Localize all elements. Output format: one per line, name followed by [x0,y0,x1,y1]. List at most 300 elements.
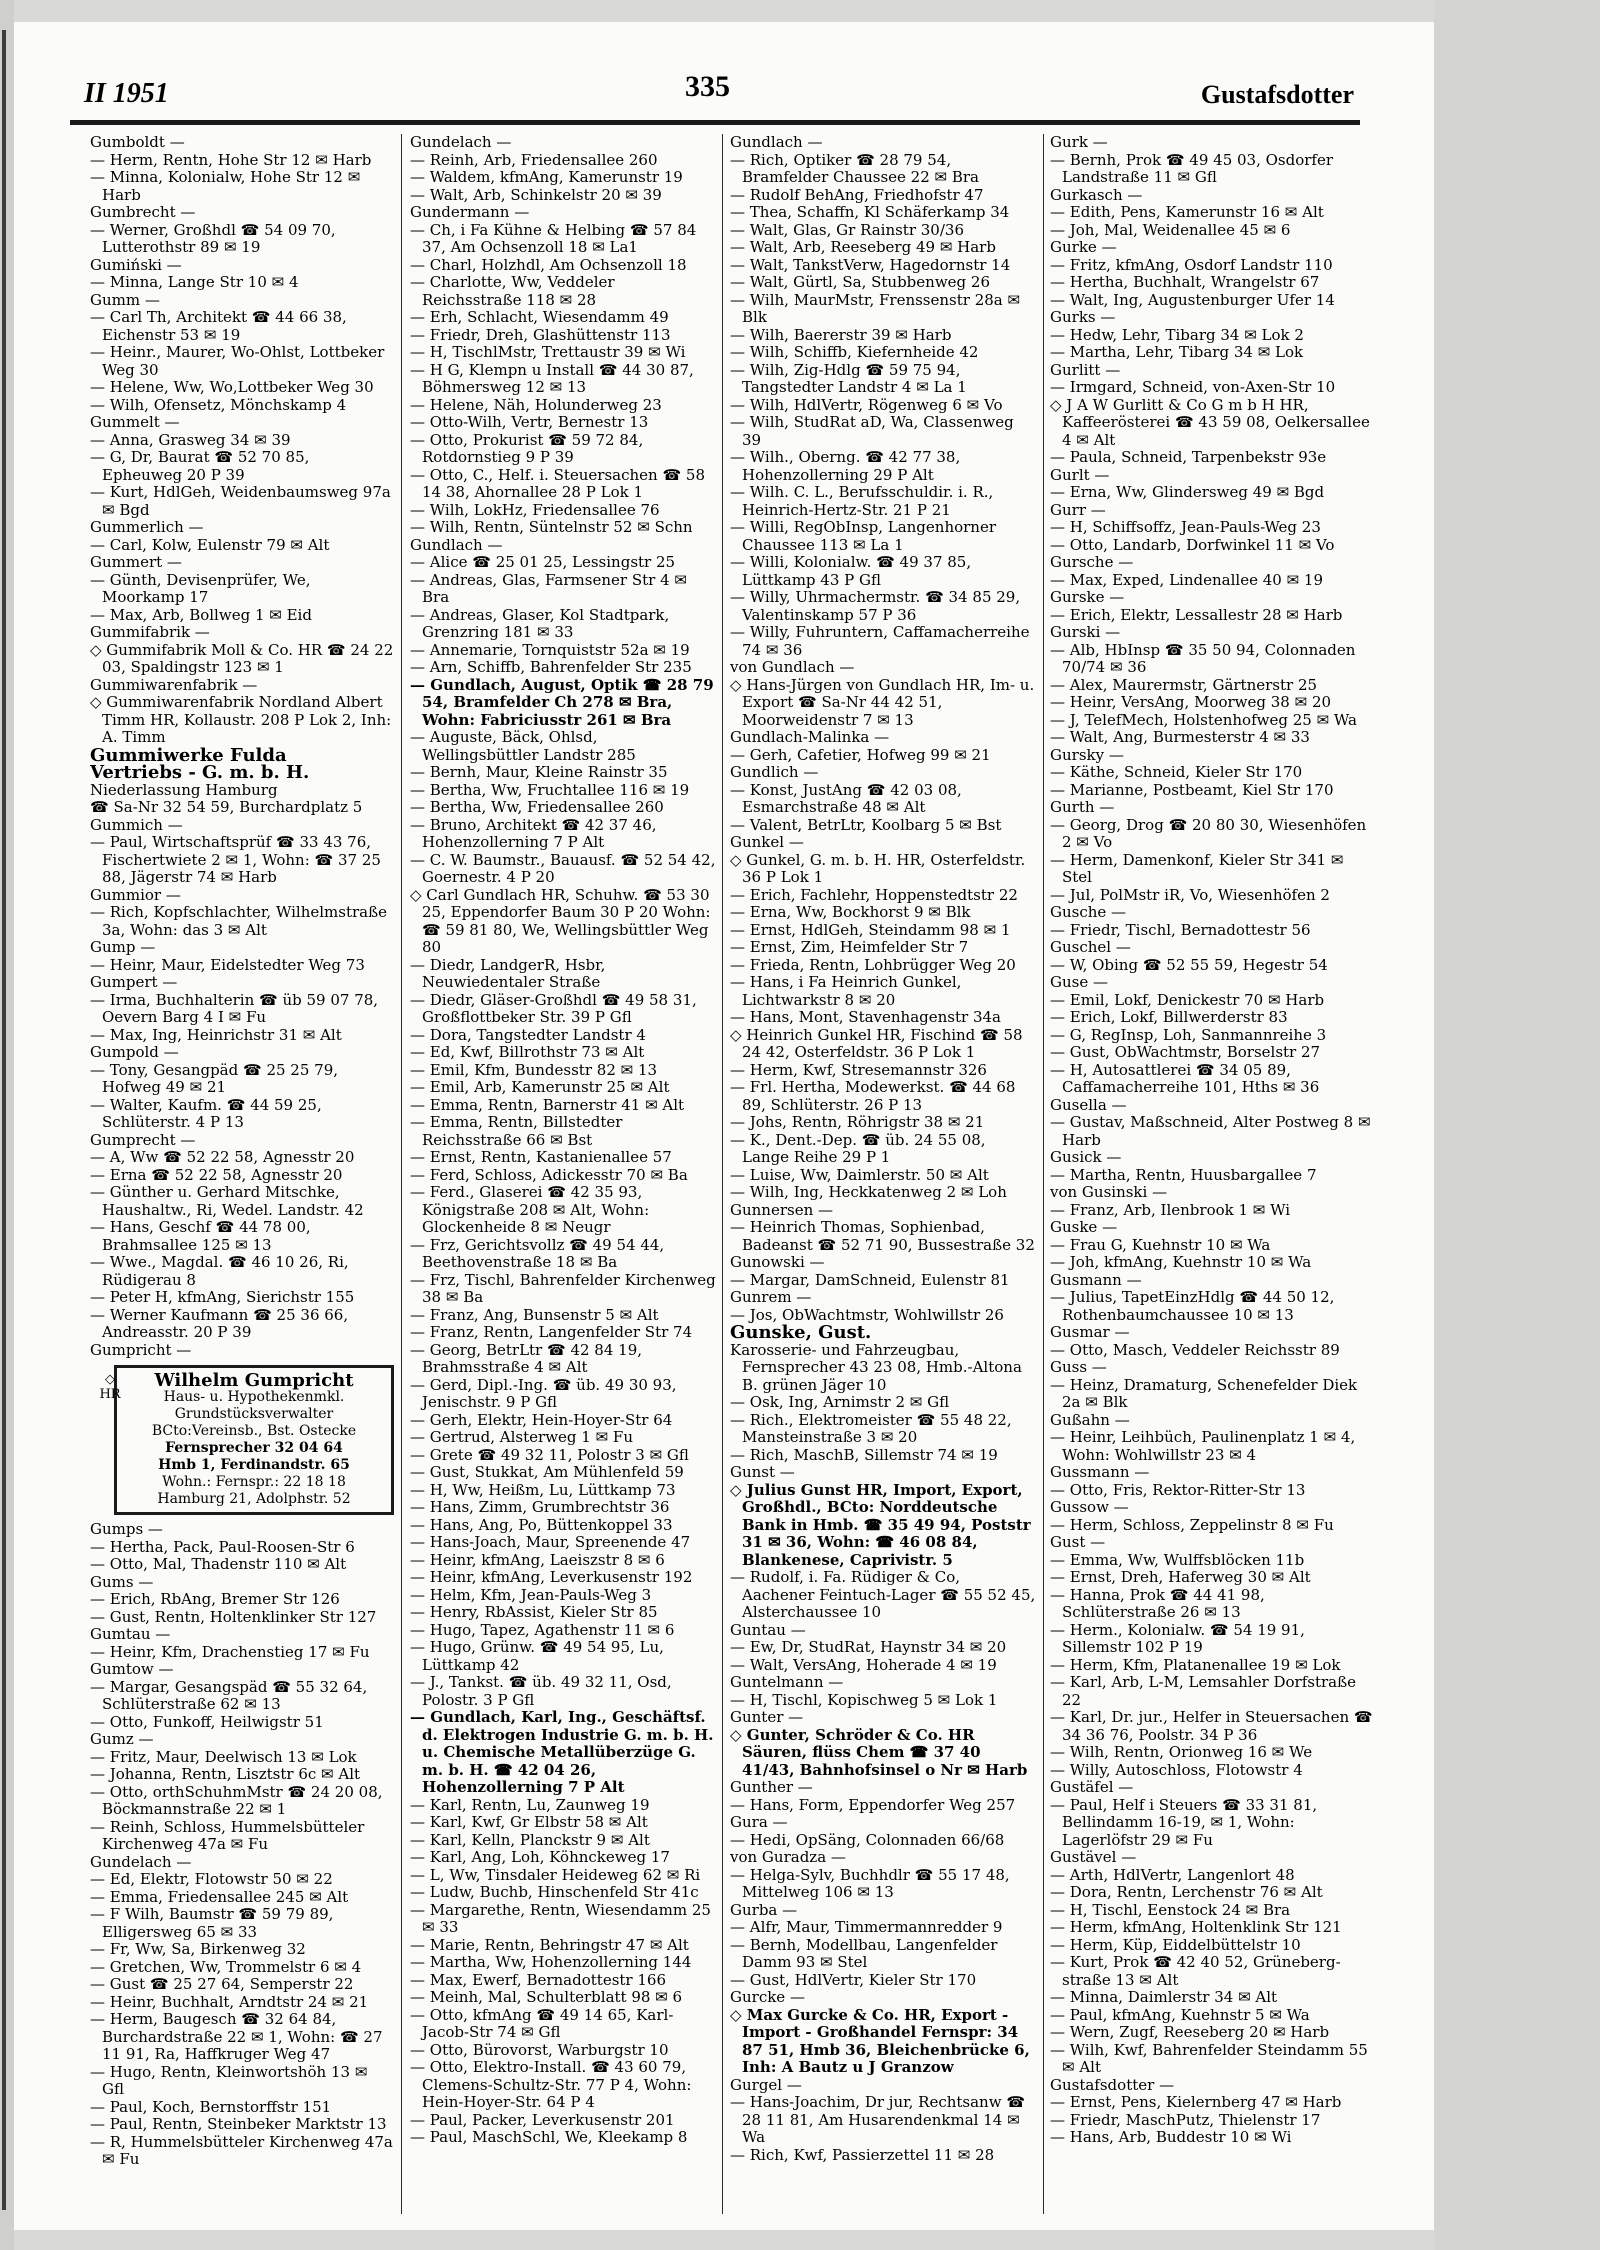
directory-entry: — Herm, Rentn, Hohe Str 12 ✉ Harb [90,150,372,169]
directory-entry: — Erna, Ww, Bockhorst 9 ✉ Blk [730,903,971,921]
surname-heading: Gusick — [1050,1148,1122,1166]
directory-entry: — Minna, Kolonialw, Hohe Str 12 ✉ Harb [90,168,361,204]
directory-entry: — Margarethe, Rentn, Wiesendamm 25 ✉ 33 [410,1900,711,1936]
directory-entry: ◇ Heinrich Gunkel HR, Fischind ☎ 58 24 42, Osterfeldstr. 36 P Lok 1 [730,1025,1023,1061]
directory-entry: — Rudolf, i. Fa. Rüdiger & Co, Aachener Feintuch-Lager ☎ 55 52 45, Alsterchaussee 10 [730,1568,1036,1621]
surname-heading: Gummich — [90,815,183,834]
directory-entry: — Ernst, Rentn, Kastanienallee 57 [410,1148,672,1166]
surname-heading: Gunrem — [730,1288,812,1306]
directory-entry: — Gust, ObWachtmstr, Borselstr 27 [1050,1043,1321,1061]
surname-heading: Gurr — [1050,500,1106,519]
directory-entry: — Paula, Schneid, Tarpenbekstr 93e [1050,448,1327,466]
directory-entry: — Wilh, Ing, Heckkatenweg 2 ✉ Loh [730,1183,1007,1201]
directory-entry: — Wilh, HdlVertr, Rögenweg 6 ✉ Vo [730,395,1003,414]
directory-entry: — Hugo, Rentn, Kleinwortshöh 13 ✉ Gfl [90,2062,368,2098]
directory-entry: — H, Tischl, Kopischweg 5 ✉ Lok 1 [730,1690,998,1709]
surname-heading: Guske — [1050,1218,1118,1236]
directory-entry: — Martha, Lehr, Tibarg 34 ✉ Lok [1050,343,1304,361]
directory-entry: — G, RegInsp, Loh, Sanmannreihe 3 [1050,1025,1327,1044]
directory-entry: — Otto, kfmAng ☎ 49 14 65, Karl-Jacob-Str 74 ✉ Gfl [410,2005,674,2041]
directory-entry: — Willi, Kolonialw. ☎ 49 37 85, Lüttkamp 43 P Gfl [730,553,972,589]
surname-heading: Gump — [90,938,156,956]
surname-heading: Gusella — [1050,1095,1127,1114]
directory-entry: — Gertrud, Alsterweg 1 ✉ Fu [410,1428,634,1446]
directory-entry: — Otto, Bürovorst, Warburgstr 10 [410,2040,669,2059]
directory-entry: — Hans-Joachim, Dr jur, Rechtsanw ☎ 28 11 81, Am Husarendenkmal 14 ✉ Wa [730,2093,1026,2146]
directory-entry: — Heinr, Kfm, Drachenstieg 17 ✉ Fu [90,1642,370,1661]
directory-entry: — Herm, Damenkonf, Kieler Str 341 ✉ Stel [1050,850,1344,886]
directory-entry: — Emma, Friedensallee 245 ✉ Alt [90,1887,349,1906]
surname-heading: Gustafsdotter — [1050,2075,1175,2094]
surname-heading: Gurcke — [730,1988,805,2006]
directory-entry: — Gundlach, August, Optik ☎ 28 79 54, Bramfelder Ch 278 ✉ Bra, Wohn: Fabriciusstr 261 ✉ Bra [410,675,714,729]
directory-entry: — Willy, Fuhruntern, Caffamacherreihe 74 ✉ 36 [730,623,1030,659]
surname-heading: Gurth — [1050,798,1115,816]
directory-entry: — Rich, Kwf, Passierzettel 11 ✉ 28 [730,2145,995,2164]
directory-entry: — Helm, Kfm, Jean-Pauls-Weg 3 [410,1585,652,1604]
directory-entry: — Ew, Dr, StudRat, Haynstr 34 ✉ 20 [730,1638,1007,1656]
directory-entry: — Edith, Pens, Kamerunstr 16 ✉ Alt [1050,203,1324,221]
directory-entry: — Gust ☎ 25 27 64, Semperstr 22 [90,1975,354,1993]
directory-entry: — Gust, Rentn, Holtenklinker Str 127 [90,1607,377,1626]
directory-entry: — Heinr, kfmAng, Leverkusenstr 192 [410,1568,693,1586]
directory-entry: — Thea, Schaffn, Kl Schäferkamp 34 [730,203,1010,221]
surname-heading: Gumpold — [90,1043,179,1061]
directory-entry: — Bertha, Ww, Fruchtallee 116 ✉ 19 [410,780,690,799]
directory-entry: — Ferd, Schloss, Adickesstr 70 ✉ Ba [410,1165,688,1184]
directory-entry: — Carl Th, Architekt ☎ 44 66 38, Eichenstr 53 ✉ 19 [90,308,347,344]
directory-entry: — Werner Kaufmann ☎ 25 36 66, Andreasstr. 20 P 39 [90,1305,349,1341]
directory-entry: — Luise, Ww, Daimlerstr. 50 ✉ Alt [730,1165,989,1184]
surname-heading: Guntelmann — [730,1673,844,1691]
directory-entry: — Günth, Devisenprüfer, We, Moorkamp 17 [90,570,311,606]
directory-entry: — Wilh., Oberng. ☎ 42 77 38, Hohenzollerning 29 P Alt [730,448,961,484]
directory-entry: — Paul, Koch, Bernstorffstr 151 [90,2097,332,2116]
surname-heading: Gursky — [1050,745,1124,764]
directory-entry: — Wilh, StudRat aD, Wa, Classenweg 39 [730,413,1014,449]
column-divider [401,134,402,2214]
ad-line3: BCto:Vereinsb., Bst. Ostecke [151,1423,357,1439]
surname-heading: Gumm — [90,290,160,309]
surname-heading: Gumbrecht — [90,203,196,221]
surname-heading: Gumboldt — [90,134,185,151]
directory-entry: — Johs, Rentn, Röhrigstr 38 ✉ 21 [730,1113,985,1131]
directory-entry: ◇ J A W Gurlitt & Co G m b H HR, Kaffeerösterei ☎ 43 59 08, Oelkersallee 4 ✉ Alt [1050,395,1370,449]
directory-entry: — Franz, Arb, Ilenbrook 1 ✉ Wi [1050,1200,1291,1219]
directory-entry: — Karl, Dr. jur., Helfer in Steuersachen ☎ 34 36 76, Poolstr. 34 P 36 [1050,1708,1373,1744]
directory-entry: — Paul, kfmAng, Kuehnstr 5 ✉ Wa [1050,2005,1310,2024]
directory-entry: — K., Dent.-Dep. ☎ üb. 24 55 08, Lange Reihe 29 P 1 [730,1130,986,1166]
directory-entry: — Ernst, Zim, Heimfelder Str 7 [730,938,969,956]
directory-entry: — Hertha, Pack, Paul-Roosen-Str 6 [90,1537,355,1556]
directory-entry: — Frieda, Rentn, Lohbrügger Weg 20 [730,955,1016,974]
surname-heading: Gussmann — [1050,1463,1150,1481]
surname-heading: von Gusinski — [1050,1183,1168,1201]
directory-entry: — Johanna, Rentn, Lisztstr 6c ✉ Alt [90,1765,361,1783]
directory-entry: — Helga-Sylv, Buchhdlr ☎ 55 17 48, Mittelweg 106 ✉ 13 [730,1865,1010,1901]
directory-entry: — Otto, Mal, Thadenstr 110 ✉ Alt [90,1555,347,1573]
directory-entry: — Irma, Buchhalterin ☎ üb 59 07 78, Oevern Barg 4 I ✉ Fu [90,990,379,1026]
directory-entry: — Otto, Fris, Rektor-Ritter-Str 13 [1050,1480,1306,1499]
surname-heading: Gunnersen — [730,1200,834,1219]
directory-entry: — Marie, Rentn, Behringstr 47 ✉ Alt [410,1935,689,1954]
directory-entry: — Hans-Joach, Maur, Spreenende 47 [410,1533,691,1551]
directory-entry: — Erich, Fachlehr, Hoppenstedtstr 22 [730,885,1018,904]
surname-heading: von Guradza — [730,1848,846,1866]
surname-heading: Gussow — [1050,1498,1129,1516]
directory-entry: — Herm, kfmAng, Holtenklink Str 121 [1050,1918,1342,1936]
ad-line6: Wohn.: Fernspr.: 22 18 18 [162,1474,346,1490]
directory-entry: — Martha, Ww, Hohenzollerning 144 [410,1953,692,1971]
page-number: 335 [685,70,730,103]
directory-entry: — H, Ww, Heißm, Lu, Lüttkamp 73 [410,1480,676,1499]
directory-entry: — Waldem, kfmAng, Kamerunstr 19 [410,168,683,186]
surname-heading: Gußahn — [1050,1410,1130,1429]
directory-entry: ◇ Gunter, Schröder & Co. HR Säuren, flüss Chem ☎ 37 40 41/43, Bahnhofsinsel o Nr ✉ Harb [730,1725,1028,1779]
directory-entry: — Ludw, Buchb, Hinschenfeld Str 41c [410,1883,699,1901]
column-3 [730,134,1036,2214]
directory-entry: — Walt, VersAng, Hoherade 4 ✉ 19 [730,1655,997,1674]
directory-entry: — Max, Ewerf, Bernadottestr 166 [410,1970,666,1989]
directory-entry: — Joh, Mal, Weidenallee 45 ✉ 6 [1050,220,1291,239]
directory-entry: — Ferd., Glaserei ☎ 42 35 93, Königstraße 208 ✉ Alt, Wohn: Glockenheide 8 ✉ Neugr [410,1183,650,1236]
directory-entry: — Dora, Rentn, Lerchenstr 76 ✉ Alt [1050,1883,1323,1901]
directory-entry: — Hans, Mont, Stavenhagenstr 34a [730,1008,1001,1026]
surname-heading: Gundlach — [410,535,503,554]
directory-entry: — Rich., Elektromeister ☎ 55 48 22, Mansteinstraße 3 ✉ 20 [730,1410,1012,1446]
surname-heading: Gustävel — [1050,1848,1137,1866]
directory-entry: — Gundlach, Karl, Ing., Geschäftsf. d. Elektrogen Industrie G. m. b. H. u. Chemische Metallüberzüge G. m. b. H. ☎ 42 04 26, Hohenzollerning 7 P Alt [410,1708,714,1796]
directory-entry: — Wilh, MaurMstr, Frenssenstr 28a ✉ Blk [730,290,1021,326]
directory-entry: — Andreas, Glas, Farmsener Str 4 ✉ Bra [410,570,687,606]
directory-entry: — Meinh, Mal, Schulterblatt 98 ✉ 6 [410,1988,683,2006]
directory-entry: — Arth, HdlVertr, Langenlort 48 [1050,1865,1295,1884]
surname-heading: Gunter — [730,1708,804,1726]
surname-heading: Gurske — [1050,588,1125,606]
ad-line4: Fernsprecher 32 04 64 [165,1440,343,1456]
directory-entry: — Annemarie, Tornquiststr 52a ✉ 19 [410,640,690,659]
directory-entry: ◇ Hans-Jürgen von Gundlach HR, Im- u. Export ☎ Sa-Nr 44 42 51, Moorweidenstr 7 ✉ 13 [730,675,1035,729]
directory-entry: — Willy, Uhrmachermstr. ☎ 34 85 29, Valentinskamp 57 P 36 [730,588,1021,624]
directory-entry: — Konst, JustAng ☎ 42 03 08, Esmarchstraße 48 ✉ Alt [730,780,962,816]
directory-entry: — Friedr, MaschPutz, Thielenstr 17 [1050,2110,1321,2129]
directory-entry: — Hugo, Tapez, Agathenstr 11 ✉ 6 [410,1620,675,1639]
directory-entry: — Wern, Zugf, Reeseberg 20 ✉ Harb [1050,2023,1330,2041]
directory-entry: — C. W. Baumstr., Bauausf. ☎ 52 54 42, Goernestr. 4 P 20 [410,850,716,886]
directory-entry: — Herm, Baugesch ☎ 32 64 84, Burchardstraße 22 ✉ 1, Wohn: ☎ 27 11 91, Ra, Haffkruger Weg 47 [90,2010,383,2063]
directory-entry: — Ernst, HdlGeh, Steindamm 98 ✉ 1 [730,920,1011,939]
surname-heading: Gustäfel — [1050,1778,1134,1796]
surname-heading: Gunkel — [730,833,804,851]
directory-entry: — Ernst, Dreh, Haferweg 30 ✉ Alt [1050,1568,1311,1586]
surname-heading: Gumiński — [90,255,182,274]
surname-heading: Gurski — [1050,623,1121,641]
surname-heading: Gumpricht — [90,1340,192,1359]
directory-entry: ◇ Gunkel, G. m. b. H. HR, Osterfeldstr. 36 P Lok 1 [730,850,1026,886]
advertisement-box [99,1365,394,1515]
directory-entry: — Margar, Gesangspäd ☎ 55 32 64, Schlüterstraße 62 ✉ 13 [90,1677,368,1713]
directory-entry: — H, Schiffsoffz, Jean-Pauls-Weg 23 [1050,518,1321,536]
directory-entry: — Paul, Helf i Steuers ☎ 33 31 81, Bellindamm 16-19, ✉ 1, Wohn: Lagerlöfstr 29 ✉ Fu [1050,1795,1318,1849]
directory-entry: — Walt, Gürtl, Sa, Stubbenweg 26 [730,273,990,291]
scan-background [1434,0,1600,2250]
directory-entry: — Hedw, Lehr, Tibarg 34 ✉ Lok 2 [1050,325,1304,344]
directory-entry: — Anna, Grasweg 34 ✉ 39 [90,430,291,449]
surname-heading: Gummiwarenfabrik — [90,675,258,694]
column-1 [90,134,394,2214]
page-binding-edge [0,0,14,2250]
directory-entry: — Walt, Ing, Augustenburger Ufer 14 [1050,290,1335,309]
directory-entry: — Rich, Kopfschlachter, Wilhelmstraße 3a, Wohn: das 3 ✉ Alt [90,903,388,939]
directory-entry: — Otto, orthSchuhmMstr ☎ 24 20 08, Böckmannstraße 22 ✉ 1 [90,1782,383,1818]
directory-entry: — Gustav, Maßschneid, Alter Postweg 8 ✉ Harb [1050,1113,1371,1149]
directory-entry: — Walt, Ang, Burmesterstr 4 ✉ 33 [1050,728,1310,746]
directory-entry: — A, Ww ☎ 52 22 58, Agnesstr 20 [90,1148,355,1166]
directory-entry: — Charl, Holzhdl, Am Ochsenzoll 18 [410,255,687,274]
directory-entry: — Frl. Hertha, Modewerkst. ☎ 44 68 89, Schlüterstr. 26 P 13 [730,1078,1016,1114]
surname-heading: Gummelt — [90,413,180,431]
directory-entry: — Karl, Kelln, Planckstr 9 ✉ Alt [410,1830,650,1849]
column-2 [410,134,716,2214]
surname-heading: Guse — [1050,973,1108,991]
directory-entry: — Herm, Küp, Eiddelbüttelstr 10 [1050,1935,1301,1954]
directory-entry: — Werner, Großhdl ☎ 54 09 70, Lutterothstr 89 ✉ 19 [90,220,336,256]
directory-entry: ◇ Gummifabrik Moll & Co. HR ☎ 24 22 03, Spaldingstr 123 ✉ 1 [90,640,394,676]
directory-entry: — Julius, TapetEinzHdlg ☎ 44 50 12, Rothenbaumchaussee 10 ✉ 13 [1050,1288,1335,1324]
directory-entry: — Gust, Stukkat, Am Mühlenfeld 59 [410,1463,684,1481]
directory-entry: — Ernst, Pens, Kielernberg 47 ✉ Harb [1050,2093,1342,2111]
directory-entry: — Otto, Elektro-Install. ☎ 43 60 79, Clemens-Schultz-Str. 77 P 4, Wohn: Hein-Hoyer-Str. 64 P 4 [410,2058,692,2111]
directory-entry: — Otto, C., Helf. i. Steuersachen ☎ 58 14 38, Ahornallee 28 P Lok 1 [410,465,706,501]
surname-heading: Gums — [90,1572,154,1591]
surname-heading: Gundelach — [90,1852,192,1871]
directory-entry: — Erna ☎ 52 22 58, Agnesstr 20 [90,1165,343,1184]
directory-entry: Vertriebs - G. m. b. H. [90,762,310,783]
directory-entry: — Erich, RbAng, Bremer Str 126 [90,1590,340,1608]
surname-heading: Gurks — [1050,308,1116,326]
directory-entry: Gummiwerke Fulda [90,744,287,766]
directory-entry: — Hans, Ang, Po, Büttenkoppel 33 [410,1515,673,1534]
directory-entry: — Ed, Elektr, Flotowstr 50 ✉ 22 [90,1870,333,1888]
directory-entry: — Frau G, Kuehnstr 10 ✉ Wa [1050,1235,1271,1254]
surname-heading: Gundermann — [410,203,530,221]
directory-entry: — Emma, Rentn, Billstedter Reichsstraße 66 ✉ Bst [410,1113,623,1149]
directory-entry: — Walt, Arb, Schinkelstr 20 ✉ 39 [410,185,662,204]
directory-entry: — Max, Arb, Bollweg 1 ✉ Eid [90,605,312,624]
directory-entry: — Karl, Kwf, Gr Elbstr 58 ✉ Alt [410,1813,648,1831]
surname-heading: Gumprecht — [90,1130,196,1149]
directory-entry: — Karl, Rentn, Lu, Zaunweg 19 [410,1795,650,1814]
column-4 [1050,134,1376,2214]
directory-entry: — Auguste, Bäck, Ohlsd, Wellingsbüttler Landstr 285 [410,728,636,764]
directory-entry: — H, Autosattlerei ☎ 34 05 89, Caffamacherreihe 101, Hths ✉ 36 [1050,1060,1320,1096]
ad-title: Wilhelm Gumpricht [154,1370,354,1391]
directory-entry: — Martha, Rentn, Huusbargallee 7 [1050,1165,1317,1184]
directory-entry: — Karl, Arb, L-M, Lemsahler Dorfstraße 22 [1050,1673,1356,1709]
directory-entry: — Heinr, VersAng, Moorweg 38 ✉ 20 [1050,693,1332,711]
directory-entry: — Heinr, Maur, Eidelstedter Weg 73 [90,955,365,974]
surname-heading: Gurke — [1050,238,1117,256]
surname-heading: Gusche — [1050,903,1127,921]
directory-entry: — Emil, Lokf, Denickestr 70 ✉ Harb [1050,990,1325,1009]
directory-entry: — Frz, Tischl, Bahrenfelder Kirchenweg 38 ✉ Ba [410,1270,716,1306]
surname-heading: Guschel — [1050,938,1131,956]
directory-entry: ◇ Carl Gundlach HR, Schuhw. ☎ 53 30 25, Eppendorfer Baum 30 P 20 Wohn: ☎ 59 81 80, We, Wellingsbüttler Weg 80 [410,885,711,956]
directory-entry: — Wilh, Baererstr 39 ✉ Harb [730,325,952,344]
directory-entry: — G, Dr, Baurat ☎ 52 70 85, Epheuweg 20 P 39 [90,448,310,484]
directory-entry: — Rudolf BehAng, Friedhofstr 47 [730,185,984,204]
directory-entry: — Willy, Autoschloss, Flotowstr 4 [1050,1760,1303,1779]
directory-entry: — Emil, Kfm, Bundesstr 82 ✉ 13 [410,1060,658,1079]
directory-entry: — Alex, Maurermstr, Gärtnerstr 25 [1050,675,1318,694]
surname-heading: Gunst — [730,1463,795,1481]
directory-entry: — Grete ☎ 49 32 11, Polostr 3 ✉ Gfl [410,1445,689,1464]
directory-entry: — Gerh, Cafetier, Hofweg 99 ✉ 21 [730,745,991,764]
directory-entry: — Gerh, Elektr, Hein-Hoyer-Str 64 [410,1410,673,1429]
directory-entry: — Minna, Lange Str 10 ✉ 4 [90,273,299,291]
directory-entry: — Emma, Rentn, Barnerstr 41 ✉ Alt [410,1095,685,1114]
directory-entry: — Diedr, LandgerR, Hsbr, Neuwiedentaler Straße [410,955,606,991]
directory-entry: — Alb, HbInsp ☎ 35 50 94, Colonnaden 70/74 ✉ 36 [1050,640,1356,676]
directory-entry: — Max, Ing, Heinrichstr 31 ✉ Alt [90,1025,342,1044]
ad-line1: Haus- u. Hypothekenmkl. [163,1389,345,1405]
directory-entry: — Hertha, Buchhalt, Wrangelstr 67 [1050,273,1320,291]
directory-entry: — Helene, Näh, Holunderweg 23 [410,395,662,414]
directory-entry: — Rich, Optiker ☎ 28 79 54, Bramfelder Chaussee 22 ✉ Bra [730,150,979,186]
directory-entry: — Willi, RegObInsp, Langenhorner Chaussee 113 ✉ La 1 [730,518,997,554]
surname-heading: Guntau — [730,1620,806,1639]
surname-heading: Gummert — [90,553,182,571]
directory-entry: — Fritz, Maur, Deelwisch 13 ✉ Lok [90,1747,357,1766]
directory-entry: — Herm., Kolonialw. ☎ 54 19 91, Sillemstr 102 P 19 [1050,1620,1305,1656]
directory-entry: — Karl, Ang, Loh, Köhnckeweg 17 [410,1848,670,1866]
directory-entry: — Reinh, Schloss, Hummelsbütteler Kirchenweg 47a ✉ Fu [90,1817,365,1853]
directory-entry: — Charlotte, Ww, Veddeler Reichsstraße 118 ✉ 28 [410,273,615,309]
directory-entry: — Minna, Daimlerstr 34 ✉ Alt [1050,1988,1278,2006]
directory-entry: — Bruno, Architekt ☎ 42 37 46, Hohenzollerning 7 P Alt [410,815,657,851]
directory-entry: — Ch, i Fa Kühne & Helbing ☎ 57 84 37, Am Ochsenzoll 18 ✉ La1 [410,220,697,256]
directory-entry: — Gust, HdlVertr, Kieler Str 170 [730,1970,977,1989]
directory-entry: — Reinh, Arb, Friedensallee 260 [410,150,658,169]
surname-heading: Gumpert — [90,973,178,991]
directory-entry: — Andreas, Glaser, Kol Stadtpark, Grenzring 181 ✉ 33 [410,605,670,641]
surname-heading: Gurlitt — [1050,360,1121,379]
directory-entry: — Walt, Glas, Gr Rainstr 30/36 [730,220,964,239]
surname-heading: Gummerlich — [90,518,204,536]
directory-entry: — Irmgard, Schneid, von-Axen-Str 10 [1050,378,1336,396]
directory-entry: — Bernh, Prok ☎ 49 45 03, Osdorfer Landstraße 11 ✉ Gfl [1050,150,1334,186]
directory-entry: — Gerd, Dipl.-Ing. ☎ üb. 49 30 93, Jenischstr. 9 P Gfl [410,1375,677,1411]
surname-heading: Guss — [1050,1358,1107,1376]
directory-entry: — Kurt, Prok ☎ 42 40 52, Grüneberg-straße 13 ✉ Alt [1050,1953,1341,1989]
directory-entry: — Henry, RbAssist, Kieler Str 85 [410,1603,658,1621]
directory-entry: — Otto, Prokurist ☎ 59 72 84, Rotdornstieg 9 P 39 [410,430,644,466]
directory-entry: — Valent, BetrLtr, Koolbarg 5 ✉ Bst [730,815,1002,834]
directory-entry: — Osk, Ing, Arnimstr 2 ✉ Gfl [730,1393,950,1411]
directory-entry: — Erich, Lokf, Billwerderstr 83 [1050,1008,1288,1026]
surname-heading: Gummifabrik — [90,623,210,641]
directory-entry: Gunske, Gust. [730,1322,872,1343]
surname-heading: Gura — [730,1813,788,1831]
directory-entry: ◇ Julius Gunst HR, Import, Export, Großhdl., BCto: Norddeutsche Bank in Hmb. ☎ 35 49 94, Poststr 31 ✉ 36, Wohn: ☎ 46 08 84, Blankenese, Caprivistr. 5 [730,1480,1031,1569]
directory-entry: — Diedr, Gläser-Großhdl ☎ 49 58 31, Großflottbeker Str. 39 P Gfl [410,990,697,1026]
surname-heading: Gundlich — [730,763,819,781]
surname-heading: Gundlach — [730,134,823,151]
directory-entry: — Otto-Wilh, Vertr, Bernestr 13 [410,413,649,431]
directory-entry: Niederlassung Hamburg [90,780,278,799]
directory-entry: — L, Ww, Tinsdaler Heideweg 62 ✉ Ri [410,1865,701,1884]
directory-entry: ◇ Gummiwarenfabrik Nordland Albert Timm HR, Kollaustr. 208 P Lok 2, Inh: A. Timm [90,693,392,746]
directory-entry: — H, Tischl, Eenstock 24 ✉ Bra [1050,1900,1291,1919]
directory-entry: — Wilh, Kwf, Bahrenfelder Steindamm 55 ✉ Alt [1050,2040,1368,2076]
directory-entry: — Bertha, Ww, Friedensallee 260 [410,798,664,816]
directory-entry: — Walt, Arb, Reeseberg 49 ✉ Harb [730,238,996,256]
directory-entry: — Heinr, Buchhalt, Arndtstr 24 ✉ 21 [90,1992,369,2011]
directory-entry: — Kurt, HdlGeh, Weidenbaumsweg 97a ✉ Bgd [90,483,391,519]
surname-heading: von Gundlach — [730,658,855,676]
surname-heading: Gunowski — [730,1253,825,1271]
directory-entry: — Erich, Elektr, Lessallestr 28 ✉ Harb [1050,605,1343,624]
page-volume-year: II 1951 [84,78,169,109]
directory-entry: — Dora, Tangstedter Landstr 4 [410,1025,646,1044]
surname-heading: Gursche — [1050,553,1134,571]
directory-entry: — Hans, Zimm, Grumbrechtstr 36 [410,1498,670,1516]
column-divider [1043,134,1044,2214]
directory-entry: — Gretchen, Ww, Trommelstr 6 ✉ 4 [90,1957,362,1976]
directory-entry: — Emma, Ww, Wulffsblöcken 11b [1050,1550,1305,1569]
surname-heading: Gundlach-Malinka — [730,728,890,746]
directory-entry: — Hanna, Prok ☎ 44 41 98, Schlüterstraße 26 ✉ 13 [1050,1585,1265,1621]
directory-entry: — Heinr, Leihbüch, Paulinenplatz 1 ✉ 4, Wohn: Wohlwillstr 23 ✉ 4 [1050,1428,1356,1464]
directory-entry: — Heinr, kfmAng, Laeiszstr 8 ✉ 6 [410,1550,665,1569]
directory-entry: — Franz, Ang, Bunsenstr 5 ✉ Alt [410,1305,659,1324]
directory-entry: — Herm, Schloss, Zeppelinstr 8 ✉ Fu [1050,1515,1334,1534]
directory-entry: — Tony, Gesangpäd ☎ 25 25 79, Hofweg 49 ✉ 21 [90,1060,339,1096]
surname-heading: Gurgel — [730,2075,802,2094]
directory-entry: — Erh, Schlacht, Wiesendamm 49 [410,308,669,326]
directory-entry: ☎ Sa-Nr 32 54 59, Burchardplatz 5 [90,798,363,816]
surname-heading: Gust — [1050,1533,1106,1551]
surname-heading: Gurk — [1050,134,1108,151]
directory-entry: — Heinz, Dramaturg, Schenefelder Diek 2a ✉ Blk [1050,1375,1358,1411]
directory-entry: — Wilh, LokHz, Friedensallee 76 [410,500,660,519]
directory-entry: — Fr, Ww, Sa, Birkenweg 32 [90,1940,306,1958]
directory-entry: — Käthe, Schneid, Kieler Str 170 [1050,763,1303,781]
directory-entry: — Joh, kfmAng, Kuehnstr 10 ✉ Wa [1050,1253,1312,1271]
surname-heading: Gusmar — [1050,1323,1130,1341]
directory-entry: — Hans, Form, Eppendorfer Weg 257 [730,1795,1016,1814]
surname-heading: Gurba — [730,1900,798,1919]
page-header [70,60,1360,125]
directory-entry: — H G, Klempn u Install ☎ 44 30 87, Böhmersweg 12 ✉ 13 [410,360,694,396]
directory-entry: — R, Hummelsbütteler Kirchenweg 47a ✉ Fu [90,2132,393,2168]
directory-entry: — Paul, Rentn, Steinbeker Marktstr 13 [90,2115,387,2133]
directory-columns [90,134,1376,2214]
directory-entry: — Wilh, Schiffb, Kiefernheide 42 [730,343,979,361]
ad-line7: Hamburg 21, Adolphstr. 52 [157,1491,351,1507]
directory-entry: — Carl, Kolw, Eulenstr 79 ✉ Alt [90,535,330,554]
directory-entry: — Otto, Masch, Veddeler Reichsstr 89 [1050,1340,1340,1359]
directory-entry: — Frz, Gerichtsvollz ☎ 49 54 44, Beethovenstraße 18 ✉ Ba [410,1235,665,1271]
surname-heading: Gurlt — [1050,465,1110,484]
surname-heading: Gusmann — [1050,1270,1142,1289]
directory-entry: — Georg, Drog ☎ 20 80 30, Wiesenhöfen 2 ✉ Vo [1050,815,1367,851]
surname-heading: Gumtow — [90,1660,174,1678]
directory-entry: — Max, Exped, Lindenallee 40 ✉ 19 [1050,570,1323,589]
directory-entry: — Margar, DamSchneid, Eulenstr 81 [730,1270,1010,1289]
directory-entry: — Peter H, kfmAng, Sierichstr 155 [90,1288,355,1306]
directory-entry: — Wilh. C. L., Berufsschuldir. i. R., Heinrich-Hertz-Str. 21 P 21 [730,483,994,519]
